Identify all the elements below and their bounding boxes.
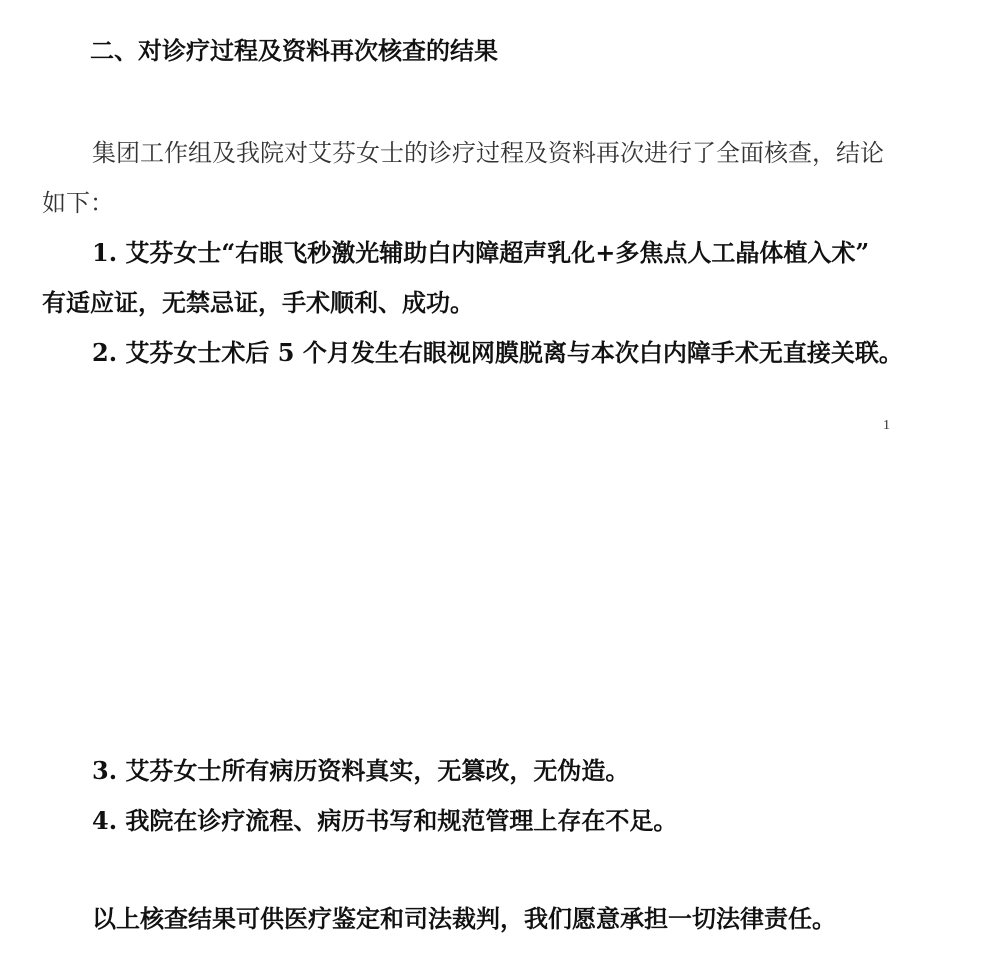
section-heading: 二、对诊疗过程及资料再次核查的结果 xyxy=(90,36,498,65)
intro-paragraph-line-1: 集团工作组及我院对艾芬女士的诊疗过程及资料再次进行了全面核查，结论 xyxy=(92,139,884,167)
intro-paragraph-line-2: 如下： xyxy=(42,189,114,217)
finding-item-2: 2. 艾芬女士术后 5 个月发生右眼视网膜脱离与本次白内障手术无直接关联。 xyxy=(92,338,903,367)
finding-item-3: 3. 艾芬女士所有病历资料真实，无篡改，无伪造。 xyxy=(92,756,630,785)
finding-item-4: 4. 我院在诊疗流程、病历书写和规范管理上存在不足。 xyxy=(92,806,678,835)
finding-item-1-line-1: 1. 艾芬女士“右眼飞秒激光辅助白内障超声乳化+多焦点人工晶体植入术” xyxy=(92,238,870,267)
finding-item-1-line-2: 有适应证，无禁忌证，手术顺利、成功。 xyxy=(42,288,474,317)
page-number: 1 xyxy=(883,418,890,433)
conclusion-statement: 以上核查结果可供医疗鉴定和司法裁判，我们愿意承担一切法律责任。 xyxy=(92,904,836,933)
